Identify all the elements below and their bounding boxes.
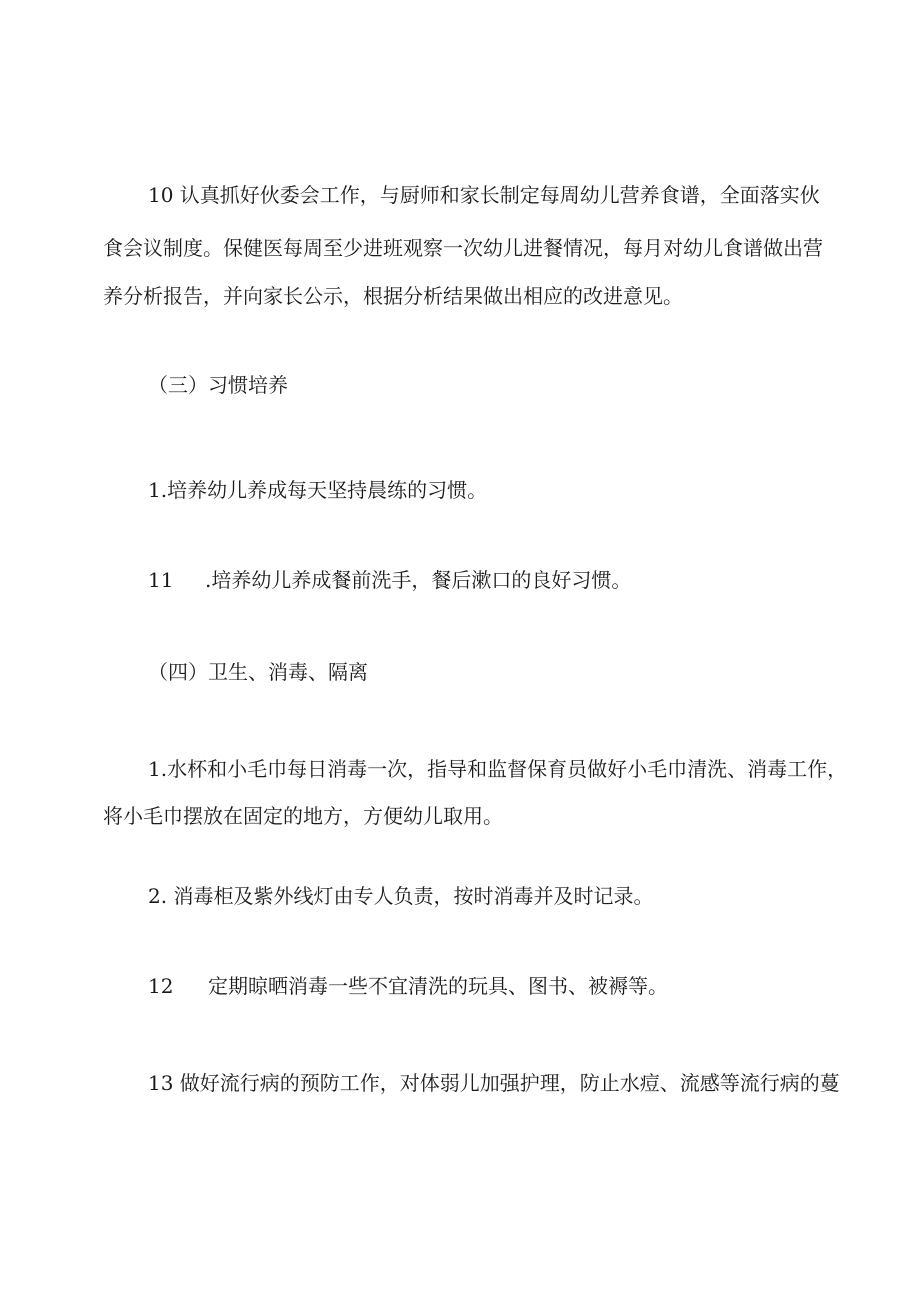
habit-item-11-text: .培养幼儿养成餐前洗手，餐后漱口的良好习惯。 <box>205 568 632 592</box>
paragraph-10-line-1: 10 认真抓好伙委会工作，与厨师和家长制定每周幼儿营养食谱，全面落实伙 <box>148 183 820 207</box>
habit-item-1: 1.培养幼儿养成每天坚持晨练的习惯。 <box>148 478 488 502</box>
hygiene-item-1-line-2: 将小毛巾摆放在固定的地方，方便幼儿取用。 <box>103 804 503 828</box>
hygiene-item-1-line-1: 1.水杯和小毛巾每日消毒一次，指导和监督保育员做好小毛巾清洗、消毒工作， <box>148 757 848 781</box>
hygiene-item-13: 13 做好流行病的预防工作，对体弱儿加强护理，防止水痘、流感等流行病的蔓 <box>148 1071 840 1095</box>
habit-item-11-number: 11 <box>148 568 174 592</box>
section-heading-hygiene: （四）卫生、消毒、隔离 <box>148 660 368 684</box>
hygiene-item-2: 2. 消毒柜及紫外线灯由专人负责，按时消毒并及时记录。 <box>148 884 654 908</box>
hygiene-item-12-text: 定期晾晒消毒一些不宜清洗的玩具、图书、被褥等。 <box>208 974 668 998</box>
hygiene-item-12-number: 12 <box>148 974 174 998</box>
paragraph-10-line-3: 养分析报告，并向家长公示，根据分析结果做出相应的改进意见。 <box>103 284 683 308</box>
section-heading-habits: （三）习惯培养 <box>148 373 288 397</box>
paragraph-10-line-2: 食会议制度。保健医每周至少进班观察一次幼儿进餐情况，每月对幼儿食谱做出营 <box>103 236 823 260</box>
